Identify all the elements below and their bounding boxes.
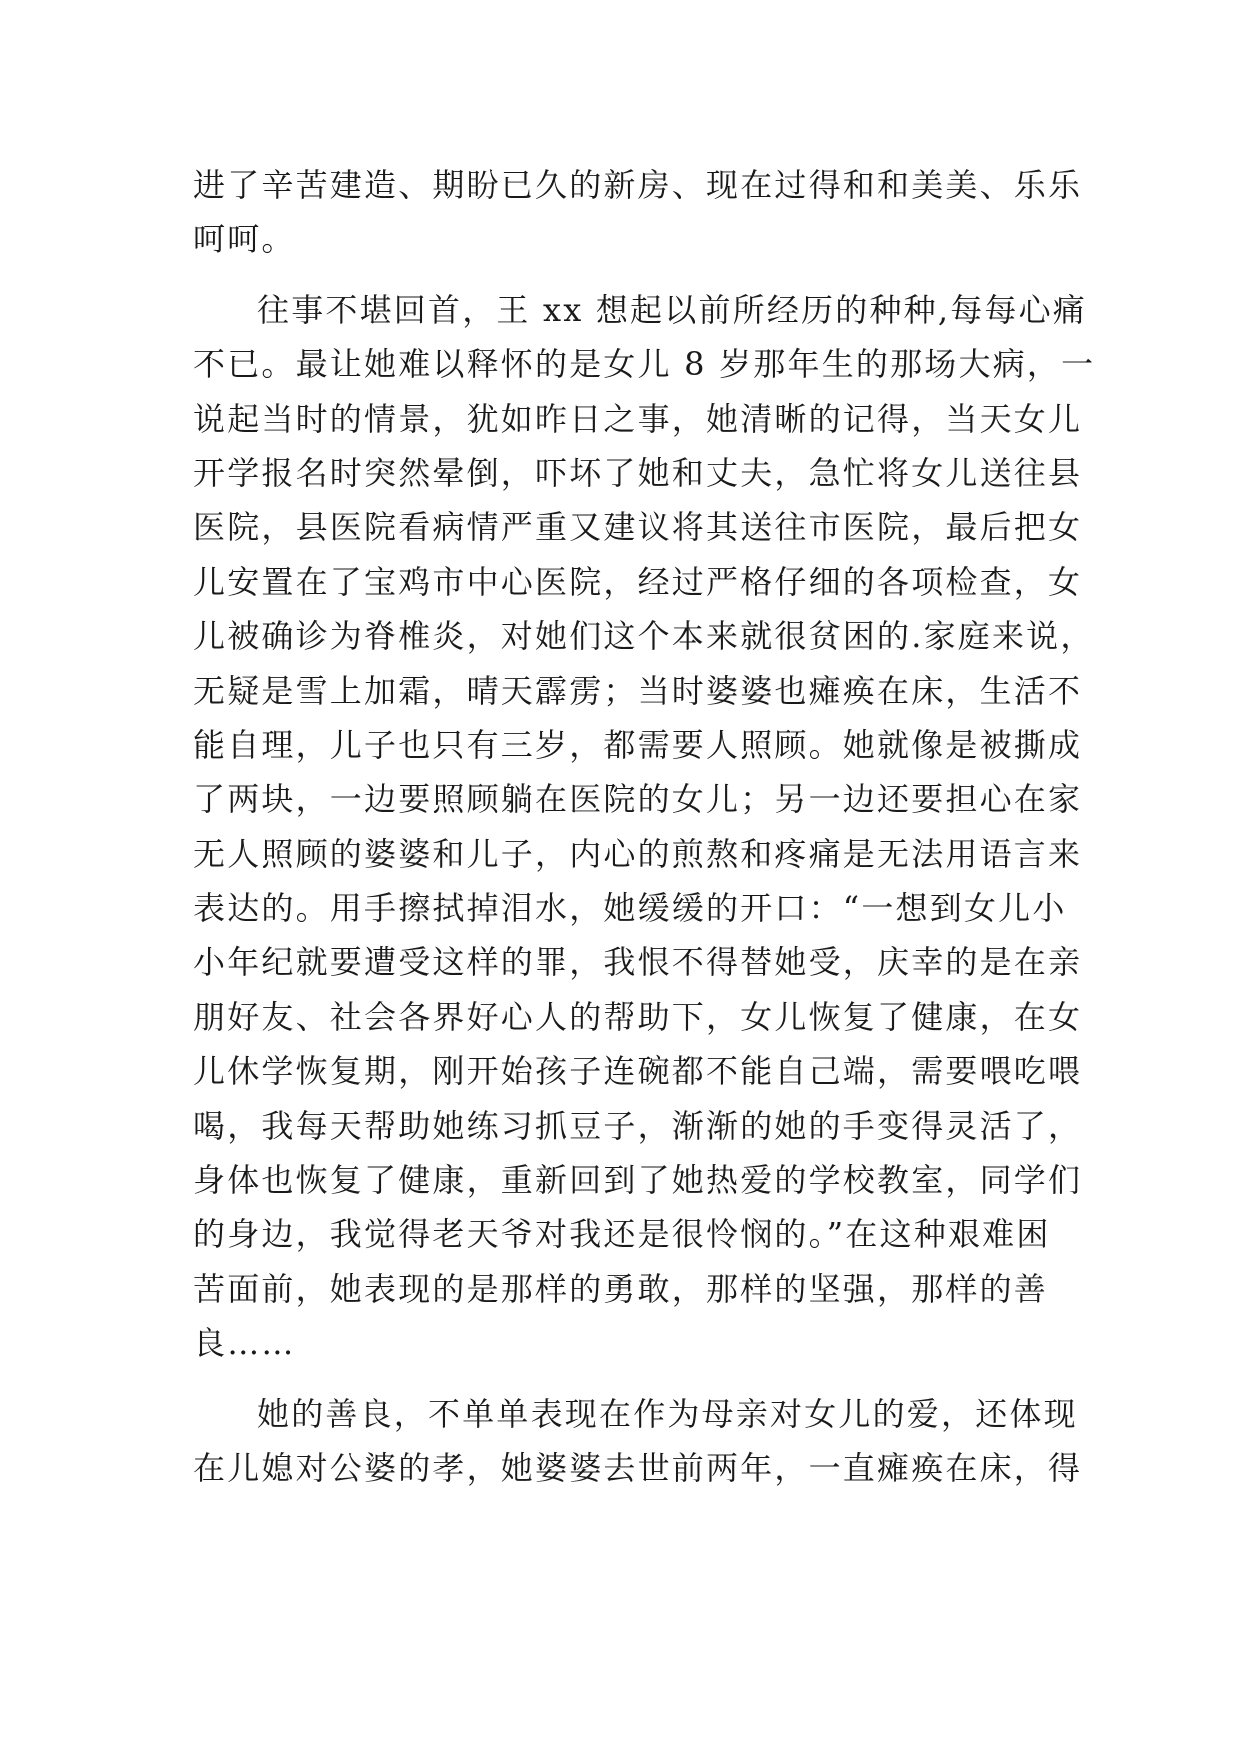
text-line: 喝，我每天帮助她练习抓豆子，渐渐的她的手变得灵活了， (193, 1106, 1083, 1145)
text-line: 儿被确诊为脊椎炎，对她们这个本来就很贫困的.家庭来说， (193, 617, 1095, 656)
document-body (193, 158, 1096, 1495)
paragraph-spacer (193, 267, 1068, 283)
text-line: 了两块，一边要照顾躺在医院的女儿；另一边还要担心在家 (193, 780, 1083, 819)
text-line: 开学报名时突然晕倒，吓坏了她和丈夫，急忙将女儿送往县 (193, 453, 1083, 492)
paragraph-1 (193, 158, 1083, 267)
text-line: 说起当时的情景，犹如昨日之事，她清晰的记得，当天女儿 (193, 399, 1083, 438)
text-line: 无人照顾的婆婆和儿子，内心的煎熬和疼痛是无法用语言来 (193, 834, 1083, 873)
text-line: 无疑是雪上加霜，晴天霹雳；当时婆婆也瘫痪在床，生活不 (193, 671, 1083, 710)
text-line: 往事不堪回首，王 xx 想起以前所经历的种种,每每心痛 (257, 290, 1088, 329)
text-line: 儿休学恢复期，刚开始孩子连碗都不能自己端，需要喂吃喂 (193, 1052, 1083, 1091)
paragraph-3 (193, 1387, 1083, 1496)
text-line: 小年纪就要遭受这样的罪，我恨不得替她受，庆幸的是在亲 (193, 943, 1083, 982)
text-line: 她的善良，不单单表现在作为母亲对女儿的爱，还体现 (257, 1394, 1078, 1433)
text-line: 的身边，我觉得老天爷对我还是很怜悯的。”在这种艰难困 (193, 1215, 1051, 1254)
text-line: 儿安置在了宝鸡市中心医院，经过严格仔细的各项检查，女 (193, 562, 1083, 601)
text-line: 不已。最让她难以释怀的是女儿 8 岁那年生的那场大病，一 (193, 345, 1096, 384)
text-line: 在儿媳对公婆的孝，她婆婆去世前两年，一直瘫痪在床，得 (193, 1448, 1083, 1487)
paragraph-spacer (193, 1371, 1068, 1387)
text-line: 良…… (193, 1324, 296, 1363)
text-line: 医院，县医院看病情严重又建议将其送往市医院，最后把女 (193, 508, 1083, 547)
paragraph-2 (193, 283, 1096, 1371)
text-line: 苦面前，她表现的是那样的勇敢，那样的坚强，那样的善 (193, 1269, 1049, 1308)
text-line: 表达的。用手擦拭掉泪水，她缓缓的开口：“一想到女儿小 (193, 889, 1067, 928)
text-line: 能自理，儿子也只有三岁，都需要人照顾。她就像是被撕成 (193, 725, 1083, 764)
text-line: 呵呵。 (193, 220, 296, 259)
text-line: 进了辛苦建造、期盼已久的新房、现在过得和和美美、乐乐 (193, 166, 1083, 204)
text-line: 朋好友、社会各界好心人的帮助下，女儿恢复了健康，在女 (193, 997, 1083, 1036)
text-line: 身体也恢复了健康，重新回到了她热爱的学校教室，同学们 (193, 1161, 1083, 1200)
